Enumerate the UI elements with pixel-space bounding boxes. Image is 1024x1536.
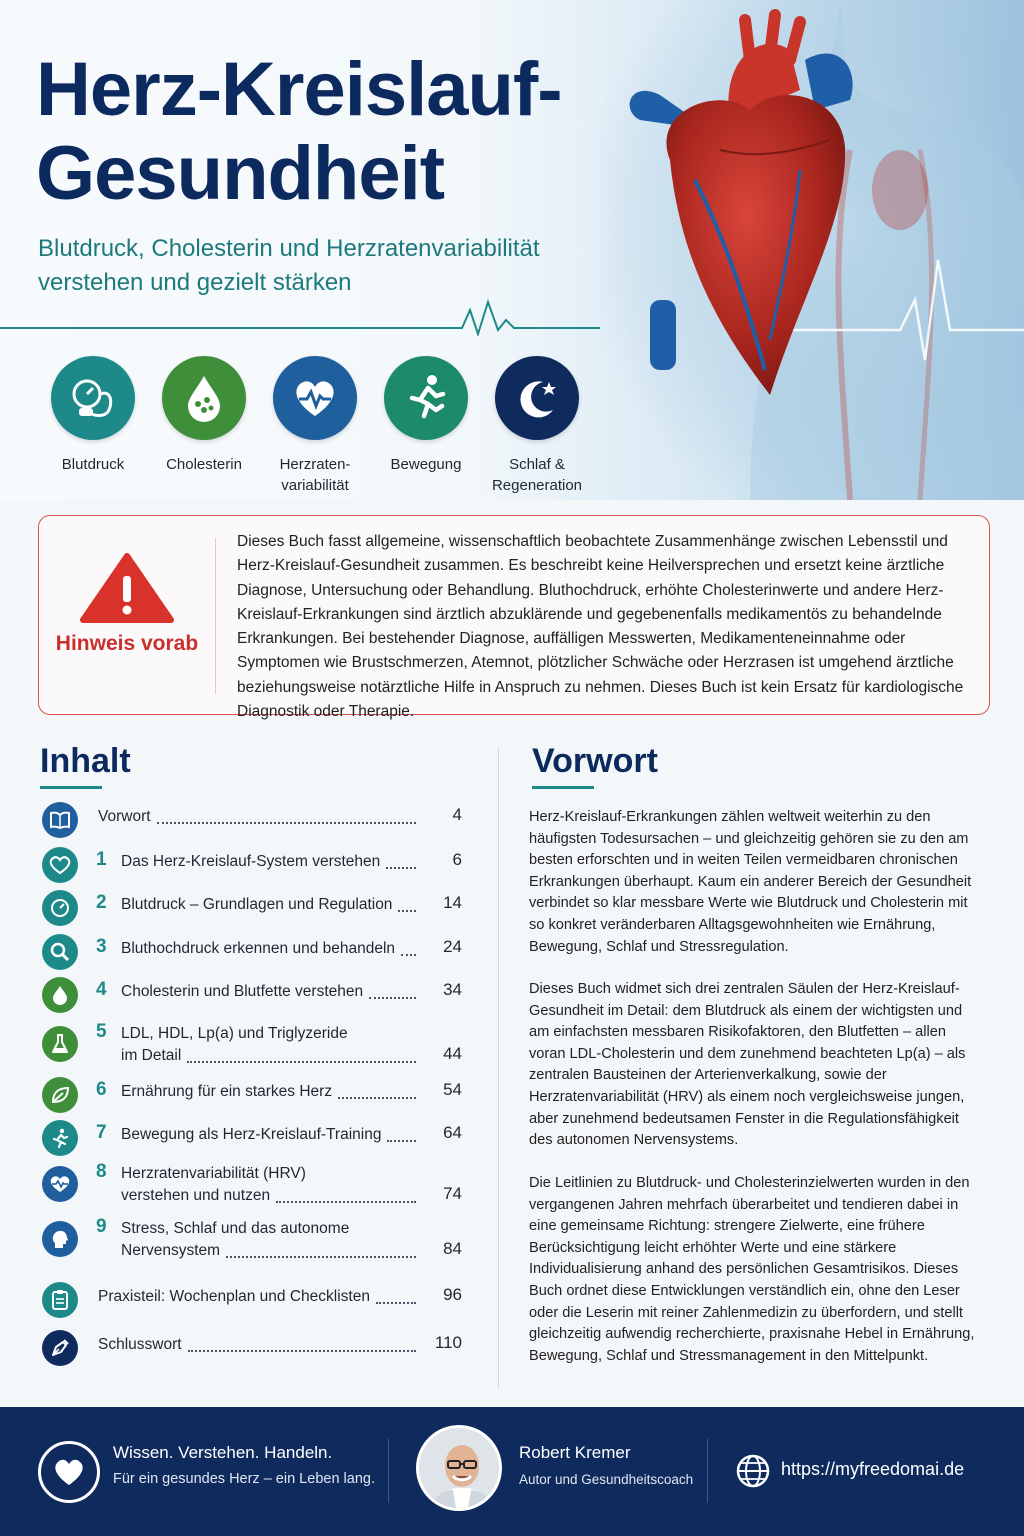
running-person-icon xyxy=(42,1120,78,1156)
toc-title: Blutdruck – Grundlagen und Regulation xyxy=(121,896,393,913)
foreword-paragraph: Die Leitlinien zu Blutdruck- und Cholesterinzielwerten wurden in den vergangenen Jahren mehrfach überarbeitet und tendieren dabei in eine gemeinsame Richtung: strengere Zielwerte, eine frühere Berücksichtigung leicht erhöhter Werte und eine stärkere Individualisierung anhand des persönlichen Gesamtrisikos. Dieses Buch ordnet diese Entwicklungen verständlich ein, ohne den Leser oder die Leserin mit reiner Zahlenmedizin zu überfordern, und stellt gleichzeitig aufwendig recherchierte, praxisnahe Hebel in Ernährung, Bewegung, Schlaf und Stressmanagement in den Mittelpunkt. xyxy=(529,1175,975,1364)
drop-icon xyxy=(42,977,78,1013)
footer-tagline: Für ein gesundes Herz – ein Leben lang. xyxy=(113,1471,375,1487)
category-label: Blutdruck xyxy=(61,456,125,473)
notice-divider xyxy=(215,538,216,694)
toc-title: Praxisteil: Wochenplan und Checklisten xyxy=(98,1288,370,1305)
toc-page-number: 54 xyxy=(443,1080,462,1099)
toc-page-number: 110 xyxy=(434,1333,462,1352)
page-subtitle xyxy=(38,232,598,300)
toc-leader-dots xyxy=(187,1061,416,1063)
toc-leader-dots xyxy=(188,1350,416,1352)
drop-icon xyxy=(162,356,246,440)
foreword-paragraph: Herz-Kreislauf-Erkrankungen zählen weltweit weiterhin zu den häufigsten Todesursachen – und gleichzeitig gehören sie zu den am besten erforschten und in weiten Teilen vermeidbaren chronischen Erkrankungen überhaupt. Kaum ein anderer Bereich der Gesundheit verbindet so klar messbare Werte wie Blutdruck und Cholesterin mit so konkret veränderbaren Alltagsgewohnheiten wie Ernährung, Bewegung, Schlaf und Stressregulation. xyxy=(529,809,972,955)
subtitle-line-1: Blutdruck, Cholesterin und Herzratenvariabilität xyxy=(38,235,540,262)
title-line-1: Herz-Kreislauf- xyxy=(36,47,562,132)
toc-item[interactable] xyxy=(42,937,462,967)
footer-slogan: Wissen. Verstehen. Handeln. xyxy=(113,1443,333,1462)
toc-number: 6 xyxy=(96,1079,107,1100)
toc-title: Cholesterin und Blutfette verstehen xyxy=(121,983,364,1000)
toc-leader-dots xyxy=(387,1140,416,1142)
category-label: Herzraten- variabilität xyxy=(279,456,351,494)
ecg-divider xyxy=(0,296,600,336)
category-label: Schlaf & Regeneration xyxy=(491,456,583,494)
toc-item[interactable] xyxy=(42,1333,462,1363)
heart-icon xyxy=(42,847,78,883)
heart-icon xyxy=(38,1441,100,1503)
toc-title: Das Herz-Kreislauf-System verstehen xyxy=(121,853,381,870)
website-link[interactable]: https://myfreedomai.de xyxy=(781,1459,965,1479)
toc-number: 1 xyxy=(96,849,107,870)
toc-page-number: 96 xyxy=(443,1285,462,1304)
toc-number: 8 xyxy=(96,1161,107,1182)
category-cholesterin xyxy=(149,356,259,475)
subtitle-line-2: verstehen und gezielt stärken xyxy=(38,269,352,296)
notice-label-area xyxy=(39,516,215,716)
toc-page-number: 4 xyxy=(452,805,462,824)
gauge-icon xyxy=(42,890,78,926)
toc-title: Ernährung für ein starkes Herz xyxy=(121,1083,333,1100)
column-divider xyxy=(498,748,499,1388)
toc-leader-dots xyxy=(226,1256,416,1258)
toc-leader-dots xyxy=(369,997,416,999)
toc-leader-dots xyxy=(276,1201,416,1203)
toc-heading-underline xyxy=(40,786,102,789)
category-blutdruck xyxy=(38,356,148,475)
head-icon xyxy=(42,1221,78,1257)
toc-leader-dots xyxy=(401,954,416,956)
category-icons xyxy=(38,356,598,496)
toc-title: Herzratenvariabilität (HRV) xyxy=(121,1165,306,1182)
toc-leader-dots xyxy=(338,1097,416,1099)
toc-leader-dots xyxy=(157,822,416,824)
toc-title-line2: im Detail xyxy=(121,1047,182,1064)
footer xyxy=(0,1407,1024,1536)
toc-number: 2 xyxy=(96,892,107,913)
toc-title: Vorwort xyxy=(98,808,151,825)
author-name: Robert Kremer xyxy=(519,1443,631,1462)
heart-pulse-icon xyxy=(273,356,357,440)
toc-page-number: 34 xyxy=(443,980,462,999)
globe-icon xyxy=(735,1453,771,1489)
heart-illustration xyxy=(600,0,1024,500)
toc-page-number: 44 xyxy=(443,1044,462,1063)
warning-icon xyxy=(79,552,175,624)
toc-item[interactable] xyxy=(42,1162,462,1210)
blood-pressure-gauge-icon xyxy=(51,356,135,440)
leaf-icon xyxy=(42,1077,78,1113)
toc-heading: Inhalt xyxy=(40,742,131,780)
clipboard-icon xyxy=(42,1282,78,1318)
magnifier-icon xyxy=(42,934,78,970)
page-title xyxy=(36,48,636,216)
hero-section xyxy=(0,0,1024,500)
foreword-paragraph: Dieses Buch widmet sich drei zentralen Säulen der Herz-Kreislauf-Gesundheit im Detail: dem Blutdruck als einem der wichtigsten und am einfachsten messbaren Risikofaktoren, den Blutfetten – allen voran LDL-Cholesterin und dem zunehmend beachteten Lp(a) – als zentralen Bausteinen der Arterienverkalkung, sowie der Herzratenvariabilität (HRV) als einem noch vergleichsweise jungen, aber zunehmend bedeutsamen Fenster in die Regulationsfähigkeit des autonomen Nervensystems. xyxy=(529,981,966,1149)
toc-title: Stress, Schlaf und das autonome xyxy=(121,1220,350,1237)
toc-title: Bluthochdruck erkennen und behandeln xyxy=(121,940,396,957)
toc-item[interactable] xyxy=(42,805,462,835)
toc-page-number: 24 xyxy=(443,937,462,956)
category-hrv xyxy=(260,356,370,496)
toc-item[interactable] xyxy=(42,1123,462,1153)
toc-number: 4 xyxy=(96,979,107,1000)
notice-heading: Hinweis vorab xyxy=(55,632,199,655)
toc-number: 5 xyxy=(96,1021,107,1042)
toc-number: 3 xyxy=(96,936,107,957)
toc-title: Schlusswort xyxy=(98,1336,182,1353)
heart-pulse-icon xyxy=(42,1166,78,1202)
book-icon xyxy=(42,802,78,838)
author-role: Autor und Gesundheitscoach xyxy=(519,1472,694,1487)
toc-item[interactable] xyxy=(42,1217,462,1265)
footer-divider xyxy=(388,1439,389,1503)
toc-page-number: 84 xyxy=(443,1239,462,1258)
toc-page-number: 6 xyxy=(452,850,462,869)
notice-text: Dieses Buch fasst allgemeine, wissenschaftlich beobachtete Zusammenhänge zwischen Lebensstil und Herz-Kreislauf-Gesundheit zusammen. Es beschreibt keine Heilversprechen und ersetzt keine ärztliche Diagnose, Untersuchung oder Behandlung. Bluthochdruck, erhöhte Cholesterinwerte und andere Herz-Kreislauf-Erkrankungen sind ärztlich abzuklärende und gegebenenfalls medikamentös zu behandelnde Erkrankungen. Bei bestehender Diagnose, auffälligen Messwerten, Medikamenteneinnahme oder Symptomen wie Brustschmerzen, Atemnot, plötzlicher Schwäche oder Herzrasen ist umgehend ärztliche beziehungsweise notärztliche Hilfe in Anspruch zu nehmen. Dieses Buch ist kein Ersatz für kardiologische Diagnostik oder Therapie. xyxy=(237,533,964,721)
toc-title: Bewegung als Herz-Kreislauf-Training xyxy=(121,1126,382,1143)
pen-nib-icon xyxy=(42,1330,78,1366)
toc-item[interactable] xyxy=(42,980,462,1010)
toc-title: LDL, HDL, Lp(a) und Triglyzeride xyxy=(121,1025,348,1042)
toc-page-number: 14 xyxy=(443,893,462,912)
foreword-heading: Vorwort xyxy=(532,742,658,780)
running-person-icon xyxy=(384,356,468,440)
category-label: Cholesterin xyxy=(166,456,242,473)
foreword-heading-underline xyxy=(532,786,594,789)
toc-page-number: 74 xyxy=(443,1184,462,1203)
title-line-2: Gesundheit xyxy=(36,131,445,216)
category-schlaf xyxy=(482,356,592,496)
toc-number: 9 xyxy=(96,1216,107,1237)
toc-title-line2: verstehen und nutzen xyxy=(121,1187,271,1204)
notice-box xyxy=(38,515,990,721)
toc-item[interactable] xyxy=(42,1022,462,1070)
toc-leader-dots xyxy=(376,1302,416,1304)
toc-item[interactable] xyxy=(42,893,462,923)
toc-page-number: 64 xyxy=(443,1123,462,1142)
toc-item[interactable] xyxy=(42,1285,462,1315)
toc-item[interactable] xyxy=(42,1080,462,1110)
flask-icon xyxy=(42,1026,78,1062)
footer-divider xyxy=(707,1439,708,1503)
category-label: Bewegung xyxy=(390,456,462,473)
toc-item[interactable] xyxy=(42,850,462,880)
toc-leader-dots xyxy=(386,867,416,869)
category-bewegung xyxy=(371,356,481,475)
toc-number: 7 xyxy=(96,1122,107,1143)
toc-leader-dots xyxy=(398,910,416,912)
moon-star-icon xyxy=(495,356,579,440)
toc-title-line2: Nervensystem xyxy=(121,1242,221,1259)
avatar xyxy=(416,1425,502,1511)
